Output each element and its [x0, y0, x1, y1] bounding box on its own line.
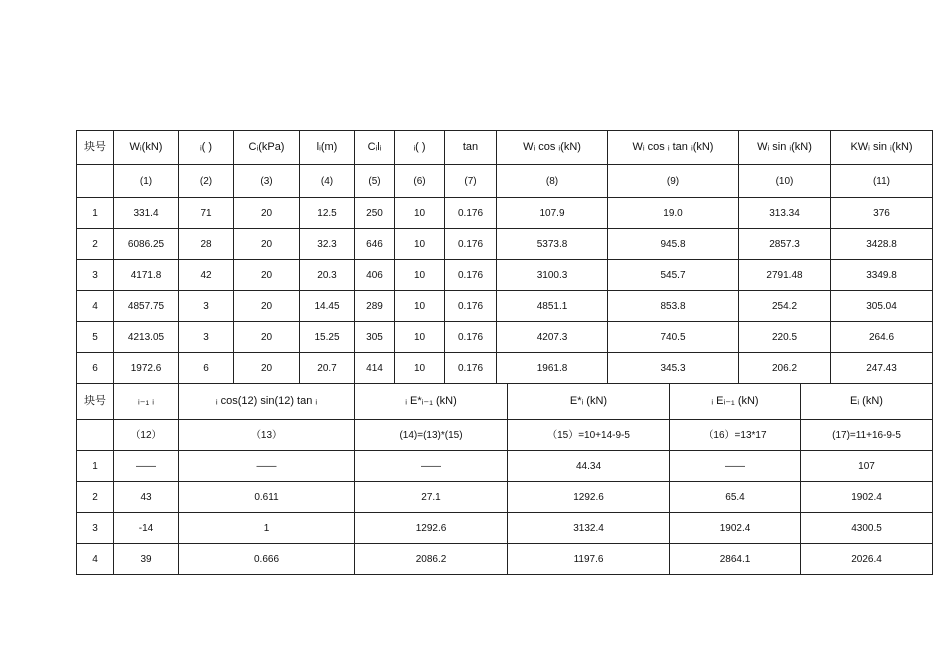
table-cell: Eᵢ (kN): [801, 384, 933, 420]
table-cell: 20: [234, 322, 300, 353]
table-row: [77, 198, 933, 229]
table-cell: 945.8: [608, 229, 739, 260]
table-cell: 3: [77, 513, 114, 544]
table-cell: 646: [355, 229, 395, 260]
table-cell: 20: [234, 229, 300, 260]
table-cell: 376: [831, 198, 933, 229]
table-cell: 5373.8: [497, 229, 608, 260]
table-cell: 0.176: [445, 291, 497, 322]
table-cell: (5): [355, 165, 395, 198]
table-cell: 206.2: [739, 353, 831, 384]
column-number-row: [77, 420, 933, 451]
table-cell: （15）=10+14-9-5: [508, 420, 670, 451]
table-cell: 4851.1: [497, 291, 608, 322]
table-cell: ᵢ( ): [179, 131, 234, 165]
table-cell: (10): [739, 165, 831, 198]
table-cell: 250: [355, 198, 395, 229]
table-cell: 1961.8: [497, 353, 608, 384]
table-cell: ᵢ Eᵢ₋₁ (kN): [670, 384, 801, 420]
table-cell: 1: [179, 513, 355, 544]
table-cell: 10: [395, 322, 445, 353]
table-cell: 27.1: [355, 482, 508, 513]
table-cell: 1292.6: [355, 513, 508, 544]
table-cell: 414: [355, 353, 395, 384]
table-cell: 43: [114, 482, 179, 513]
table-cell: 块号: [77, 384, 114, 420]
table-cell: （12）: [114, 420, 179, 451]
table-cell: 65.4: [670, 482, 801, 513]
table-cell: （13）: [179, 420, 355, 451]
table-row: [77, 260, 933, 291]
table-cell: 10: [395, 229, 445, 260]
table-cell: 3428.8: [831, 229, 933, 260]
table-cell: 2086.2: [355, 544, 508, 575]
table-cell: 107.9: [497, 198, 608, 229]
table-cell: 4: [77, 291, 114, 322]
table-cell: Cᵢlᵢ: [355, 131, 395, 165]
table-cell: 1197.6: [508, 544, 670, 575]
table-cell: 4207.3: [497, 322, 608, 353]
table-cell: (14)=(13)*(15): [355, 420, 508, 451]
table-row: [77, 482, 933, 513]
table-cell: 6: [179, 353, 234, 384]
table-cell: 块号: [77, 131, 114, 165]
table-row: [77, 322, 933, 353]
table-cell: 853.8: [608, 291, 739, 322]
table-cell: 0.611: [179, 482, 355, 513]
table-cell: lᵢ(m): [300, 131, 355, 165]
table-cell: 247.43: [831, 353, 933, 384]
table-cell: 740.5: [608, 322, 739, 353]
table-cell: 313.34: [739, 198, 831, 229]
table-cell: ——: [179, 451, 355, 482]
table-cell: (3): [234, 165, 300, 198]
table-cell: 220.5: [739, 322, 831, 353]
table-cell: 5: [77, 322, 114, 353]
table-cell: ᵢ₋₁ ᵢ: [114, 384, 179, 420]
table-row: [77, 451, 933, 482]
table-cell: ᵢ E*ᵢ₋₁ (kN): [355, 384, 508, 420]
table-cell: 1972.6: [114, 353, 179, 384]
table-cell: 20.3: [300, 260, 355, 291]
calculation-sheet: [76, 130, 932, 575]
table-cell: 107: [801, 451, 933, 482]
table-cell: 39: [114, 544, 179, 575]
table-row: [77, 544, 933, 575]
table-cell: 19.0: [608, 198, 739, 229]
table-cell: (2): [179, 165, 234, 198]
table-cell: ——: [114, 451, 179, 482]
table-cell: (17)=11+16-9-5: [801, 420, 933, 451]
table-cell: 3349.8: [831, 260, 933, 291]
table-cell: 1902.4: [801, 482, 933, 513]
table-cell: (1): [114, 165, 179, 198]
table-cell: (6): [395, 165, 445, 198]
table-cell: 10: [395, 198, 445, 229]
table-row: [77, 229, 933, 260]
table-cell: 10: [395, 260, 445, 291]
table-cell: 4213.05: [114, 322, 179, 353]
table-cell: (9): [608, 165, 739, 198]
table-cell: Cᵢ(kPa): [234, 131, 300, 165]
table-cell: 20: [234, 353, 300, 384]
table-cell: ——: [355, 451, 508, 482]
table-cell: (7): [445, 165, 497, 198]
table-cell: 2: [77, 229, 114, 260]
table-cell: 305: [355, 322, 395, 353]
table-cell: [77, 165, 114, 198]
header-row: [77, 131, 933, 165]
table-cell: -14: [114, 513, 179, 544]
table-cell: 44.34: [508, 451, 670, 482]
table-cell: Wᵢ cos ᵢ tan ᵢ(kN): [608, 131, 739, 165]
table-cell: 2857.3: [739, 229, 831, 260]
table-cell: 3: [179, 322, 234, 353]
table-cell: 12.5: [300, 198, 355, 229]
table-cell: [77, 420, 114, 451]
table-cell: Wᵢ cos ᵢ(kN): [497, 131, 608, 165]
table-cell: 6086.25: [114, 229, 179, 260]
table-cell: 32.3: [300, 229, 355, 260]
table-cell: 10: [395, 353, 445, 384]
table-cell: 0.176: [445, 229, 497, 260]
table-cell: 1292.6: [508, 482, 670, 513]
table-cell: 3: [77, 260, 114, 291]
table-cell: 1902.4: [670, 513, 801, 544]
table-cell: 3100.3: [497, 260, 608, 291]
table-cell: Wᵢ sin ᵢ(kN): [739, 131, 831, 165]
table-cell: 0.666: [179, 544, 355, 575]
table-cell: 1: [77, 198, 114, 229]
table-cell: 345.3: [608, 353, 739, 384]
table-cell: 20: [234, 260, 300, 291]
table-cell: KWᵢ sin ᵢ(kN): [831, 131, 933, 165]
table-cell: E*ᵢ (kN): [508, 384, 670, 420]
table-cell: 4: [77, 544, 114, 575]
table-cell: (4): [300, 165, 355, 198]
table-cell: 1: [77, 451, 114, 482]
table-cell: 28: [179, 229, 234, 260]
table-cell: 14.45: [300, 291, 355, 322]
table-cell: 545.7: [608, 260, 739, 291]
table-cell: 264.6: [831, 322, 933, 353]
table-cell: 6: [77, 353, 114, 384]
table-cell: 2026.4: [801, 544, 933, 575]
table-cell: 42: [179, 260, 234, 291]
table-cell: 0.176: [445, 260, 497, 291]
table2-body: [77, 384, 933, 575]
table-cell: 3132.4: [508, 513, 670, 544]
table-cell: 20: [234, 291, 300, 322]
table-cell: 2: [77, 482, 114, 513]
table-cell: 4171.8: [114, 260, 179, 291]
table-cell: 254.2: [739, 291, 831, 322]
table-cell: tan: [445, 131, 497, 165]
table-cell: 15.25: [300, 322, 355, 353]
table-cell: 406: [355, 260, 395, 291]
table-cell: ᵢ cos(12) sin(12) tan ᵢ: [179, 384, 355, 420]
table-cell: 4300.5: [801, 513, 933, 544]
table-cell: （16）=13*17: [670, 420, 801, 451]
table-cell: ᵢ( ): [395, 131, 445, 165]
table-thrust-calculation: [76, 383, 933, 575]
table-cell: 71: [179, 198, 234, 229]
table-cell: (11): [831, 165, 933, 198]
table-cell: 2791.48: [739, 260, 831, 291]
table-cell: 20: [234, 198, 300, 229]
table-cell: Wᵢ(kN): [114, 131, 179, 165]
table-cell: 0.176: [445, 198, 497, 229]
header-row: [77, 384, 933, 420]
table-cell: 305.04: [831, 291, 933, 322]
table-cell: 0.176: [445, 322, 497, 353]
table-cell: 4857.75: [114, 291, 179, 322]
table-row: [77, 353, 933, 384]
table-row: [77, 291, 933, 322]
table1-body: [77, 131, 933, 384]
column-number-row: [77, 165, 933, 198]
table-cell: 331.4: [114, 198, 179, 229]
table-cell: 0.176: [445, 353, 497, 384]
table-slice-parameters: [76, 130, 933, 384]
table-row: [77, 513, 933, 544]
table-cell: 3: [179, 291, 234, 322]
table-cell: (8): [497, 165, 608, 198]
table-cell: 20.7: [300, 353, 355, 384]
table-cell: 2864.1: [670, 544, 801, 575]
table-cell: 10: [395, 291, 445, 322]
table-cell: ——: [670, 451, 801, 482]
table-cell: 289: [355, 291, 395, 322]
